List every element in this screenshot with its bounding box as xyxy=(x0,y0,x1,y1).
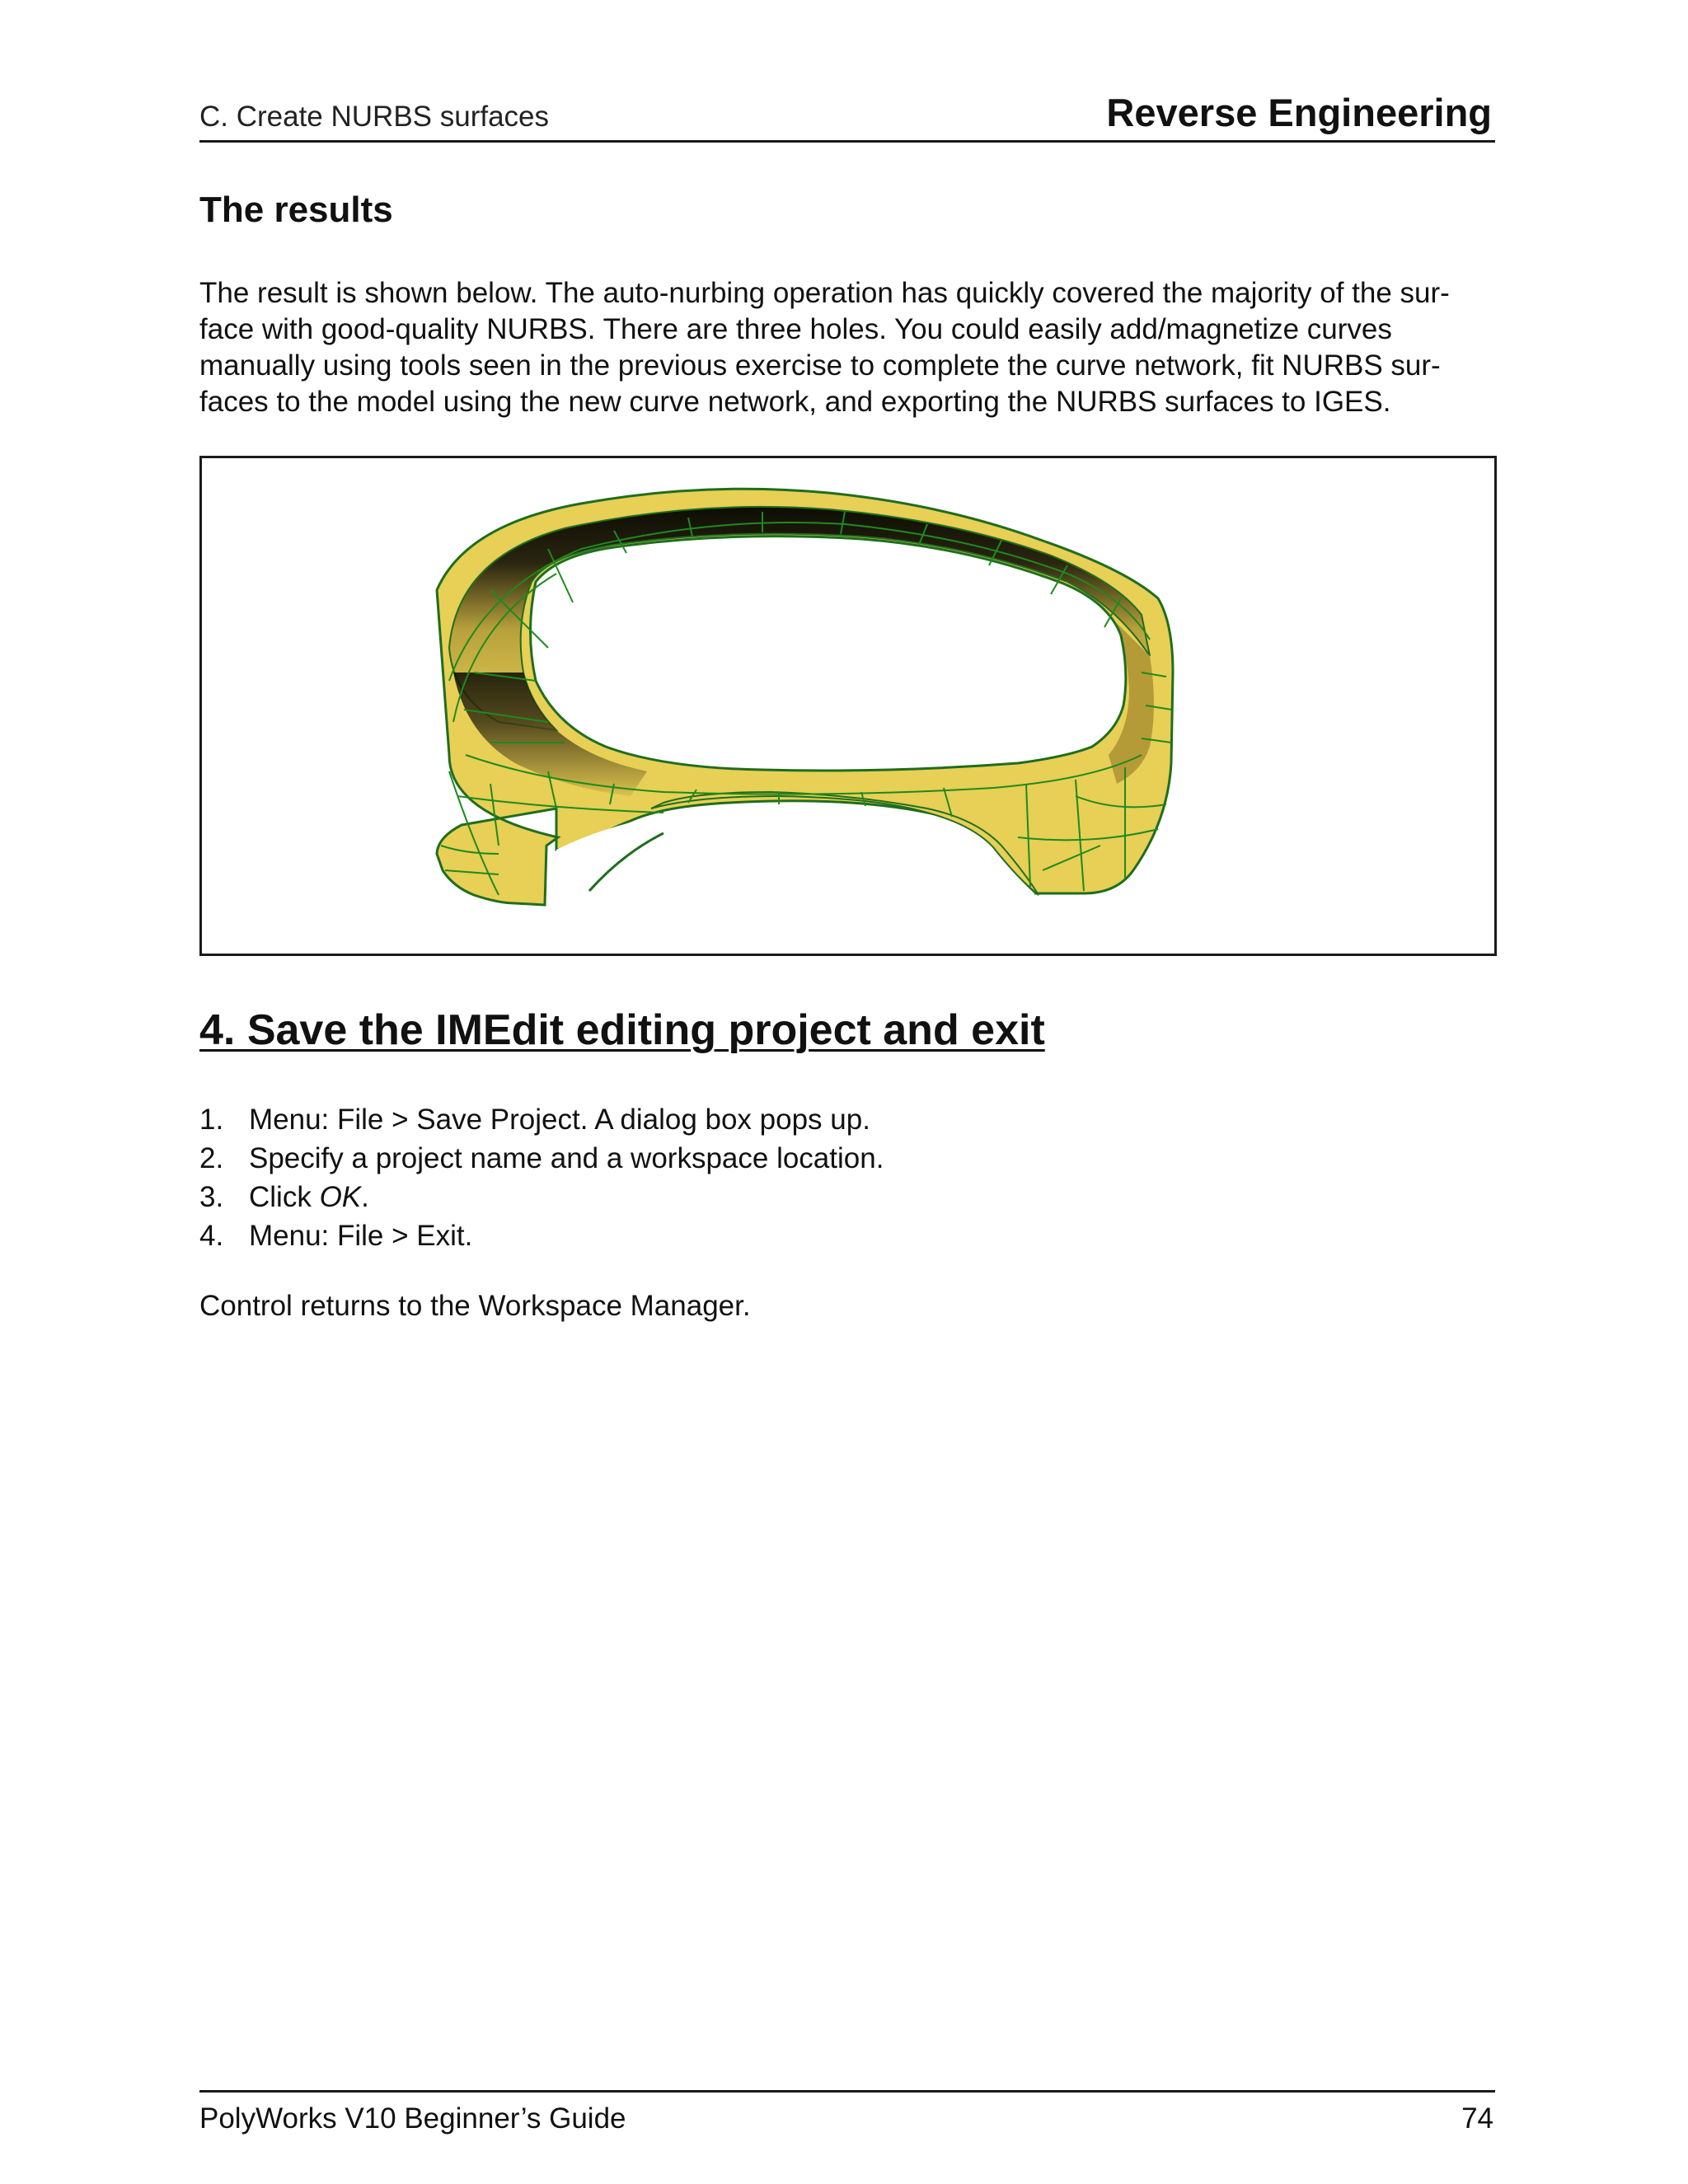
closing-paragraph: Control returns to the Workspace Manager. xyxy=(199,1290,751,1322)
header-doc-title: Reverse Engineering xyxy=(1106,91,1492,134)
list-item xyxy=(199,1100,884,1139)
page-footer xyxy=(199,2090,1495,2142)
step-text-post: . xyxy=(361,1181,369,1213)
step-text-emphasis: OK xyxy=(319,1181,362,1213)
footer-guide-title: PolyWorks V10 Beginner’s Guide xyxy=(199,2102,626,2135)
step-number: 1. xyxy=(199,1104,224,1136)
step-text: Menu: File > Save Project. A dialog box pops up. xyxy=(249,1104,870,1136)
results-paragraph: The result is shown below. The auto-nurbing operation has quickly covered the majority of the sur-face with good-quality NURBS. There are three holes. You could easily add/magnetize curves manually using tools seen in the previous exercise to complete the curve network, fit NURBS sur-faces to the model using the new curve network, and exporting the NURBS surfaces to IGES. xyxy=(199,277,1450,418)
page-number: 74 xyxy=(1461,2102,1493,2135)
nurbs-surface-illustration xyxy=(202,458,1494,954)
list-item xyxy=(199,1216,884,1255)
list-item xyxy=(199,1178,884,1216)
page-header xyxy=(199,89,1495,143)
results-heading: The results xyxy=(199,190,393,230)
step-number: 3. xyxy=(199,1181,224,1213)
save-project-heading: 4. Save the IMEdit editing project and exit xyxy=(199,1006,1045,1054)
step-text: Menu: File > Exit. xyxy=(249,1220,473,1252)
list-item xyxy=(199,1139,884,1178)
header-section-title: C. Create NURBS surfaces xyxy=(199,101,550,133)
nurbs-result-figure xyxy=(199,456,1497,956)
save-steps-list xyxy=(199,1100,884,1255)
step-number: 4. xyxy=(199,1220,224,1252)
step-text: Specify a project name and a workspace location. xyxy=(249,1142,884,1174)
step-number: 2. xyxy=(199,1142,224,1174)
step-text-pre: Click xyxy=(249,1181,320,1213)
